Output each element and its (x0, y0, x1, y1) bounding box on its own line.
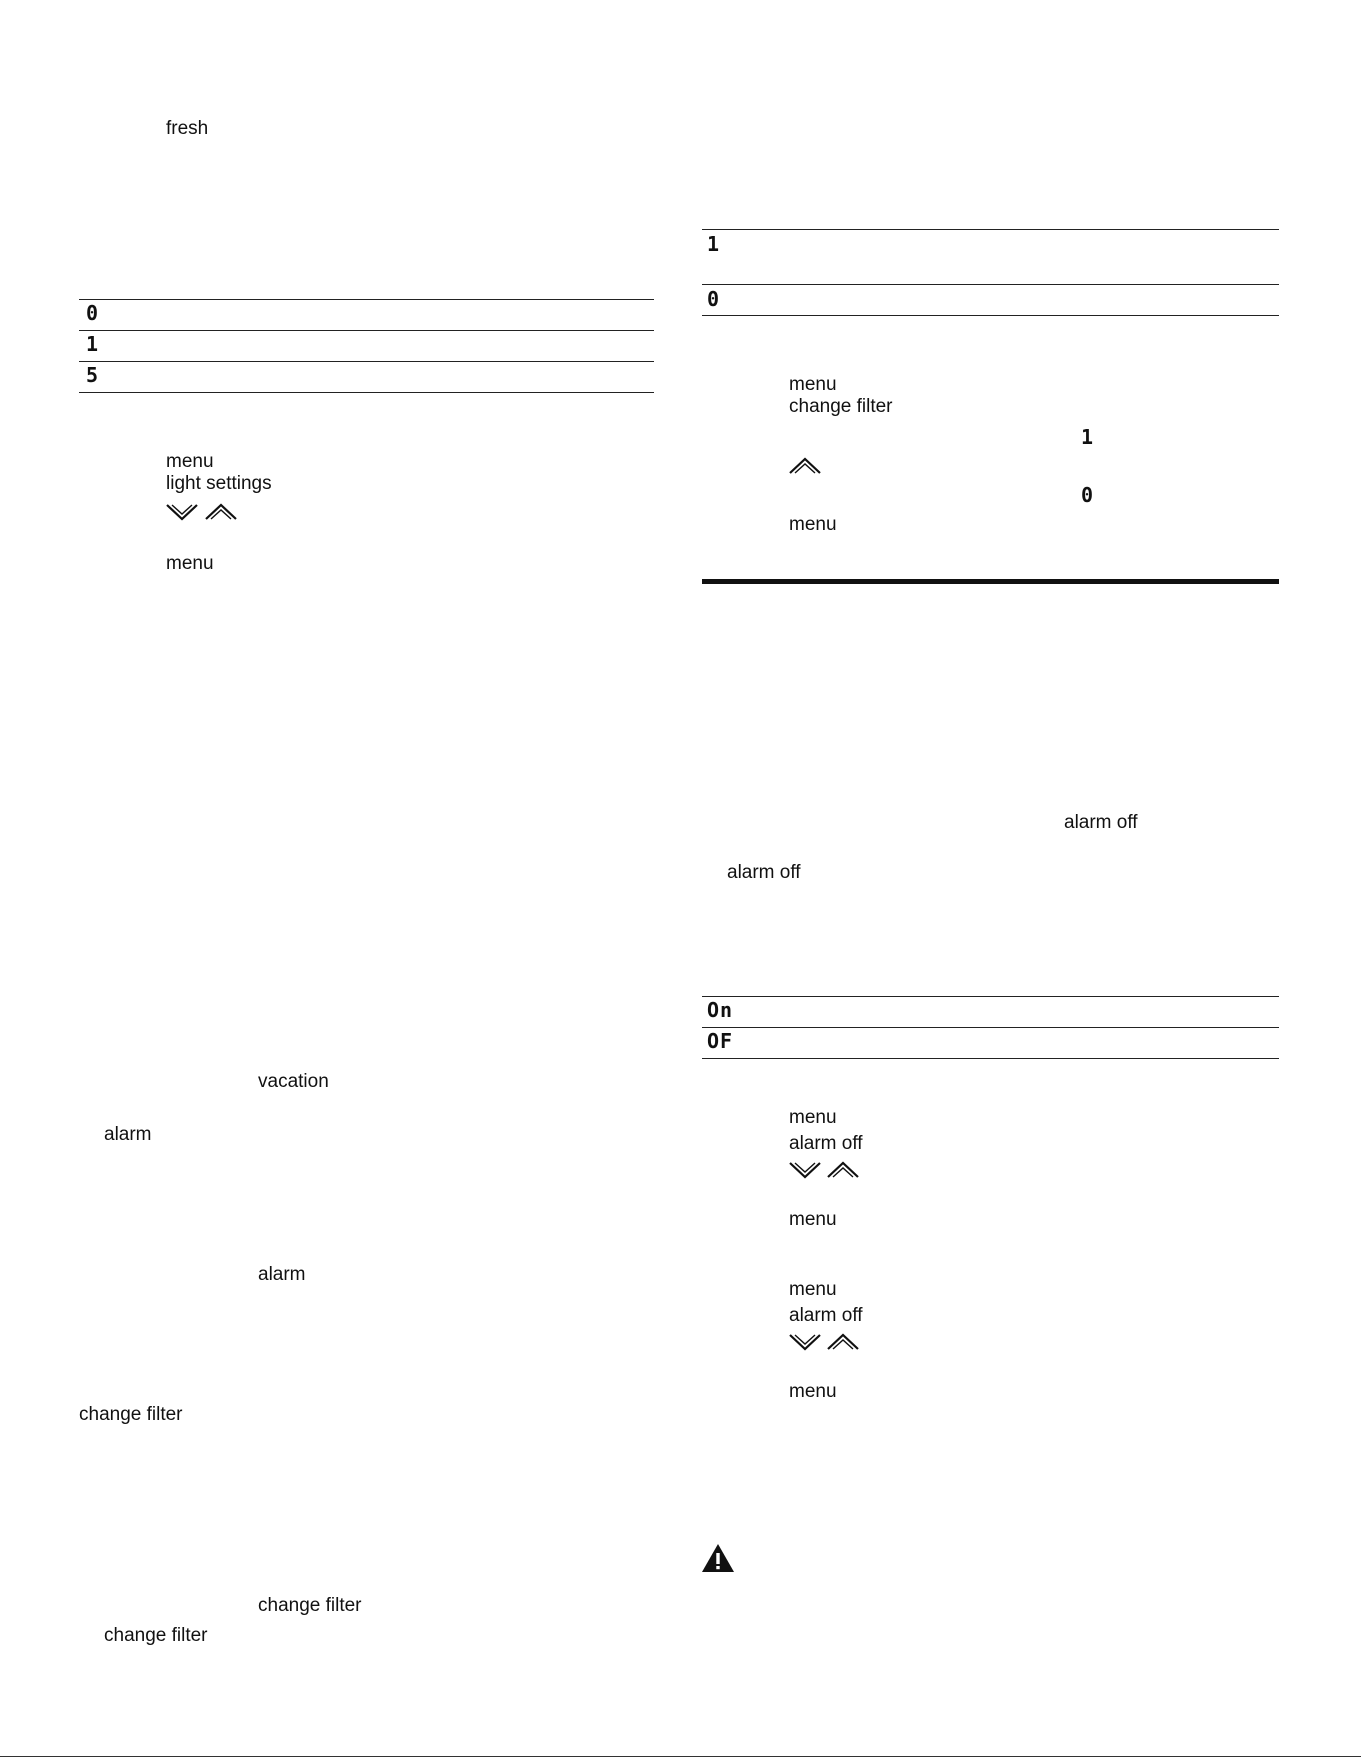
alarm-table-value-of: OF (707, 1029, 734, 1053)
alarm-step-menu-confirm: menu (789, 1209, 837, 1230)
chevron-down-icon (788, 1158, 822, 1182)
chevron-up-icon (788, 454, 822, 478)
filter-step-menu: menu (789, 374, 837, 395)
alarm-label-2: alarm (258, 1264, 306, 1285)
chevron-down-icon (165, 500, 199, 524)
filter-display-1: 1 (1081, 425, 1095, 449)
filter-step-menu-confirm: menu (789, 514, 837, 535)
chevron-up-icon (826, 1330, 860, 1354)
chevron-up-icon (204, 500, 238, 524)
filter-table-value-0: 0 (707, 287, 721, 311)
alarm-off-inline-2: alarm off (727, 862, 801, 883)
change-filter-heading: change filter (79, 1404, 183, 1425)
light-table-value-0: 0 (86, 301, 100, 325)
footer-rule (0, 1756, 1361, 1757)
chevron-down-icon (788, 1330, 822, 1354)
change-filter-label: change filter (258, 1595, 362, 1616)
light-step-light-settings: light settings (166, 473, 272, 494)
warning-triangle-icon (701, 1542, 735, 1574)
alarm-step-b-alarm-off: alarm off (789, 1305, 863, 1326)
fresh-label: fresh (166, 118, 209, 139)
chevron-up-icon (826, 1158, 860, 1182)
light-step-menu: menu (166, 451, 214, 472)
alarm-step-alarm-off: alarm off (789, 1133, 863, 1154)
alarm-step-b-menu-confirm: menu (789, 1381, 837, 1402)
change-filter-label-2: change filter (104, 1625, 208, 1646)
filter-display-0: 0 (1081, 483, 1095, 507)
alarm-step-b-menu: menu (789, 1279, 837, 1300)
alarm-step-menu: menu (789, 1107, 837, 1128)
light-step-menu-confirm: menu (166, 553, 214, 574)
section-divider (702, 579, 1279, 584)
filter-step-change-filter: change filter (789, 396, 893, 417)
filter-table-value-1: 1 (707, 232, 721, 256)
vacation-label: vacation (258, 1071, 329, 1092)
alarm-label: alarm (104, 1124, 152, 1145)
alarm-off-inline: alarm off (1064, 812, 1138, 833)
alarm-table-value-on: On (707, 998, 734, 1022)
light-table-value-5: 5 (86, 363, 100, 387)
light-table-value-1: 1 (86, 332, 100, 356)
